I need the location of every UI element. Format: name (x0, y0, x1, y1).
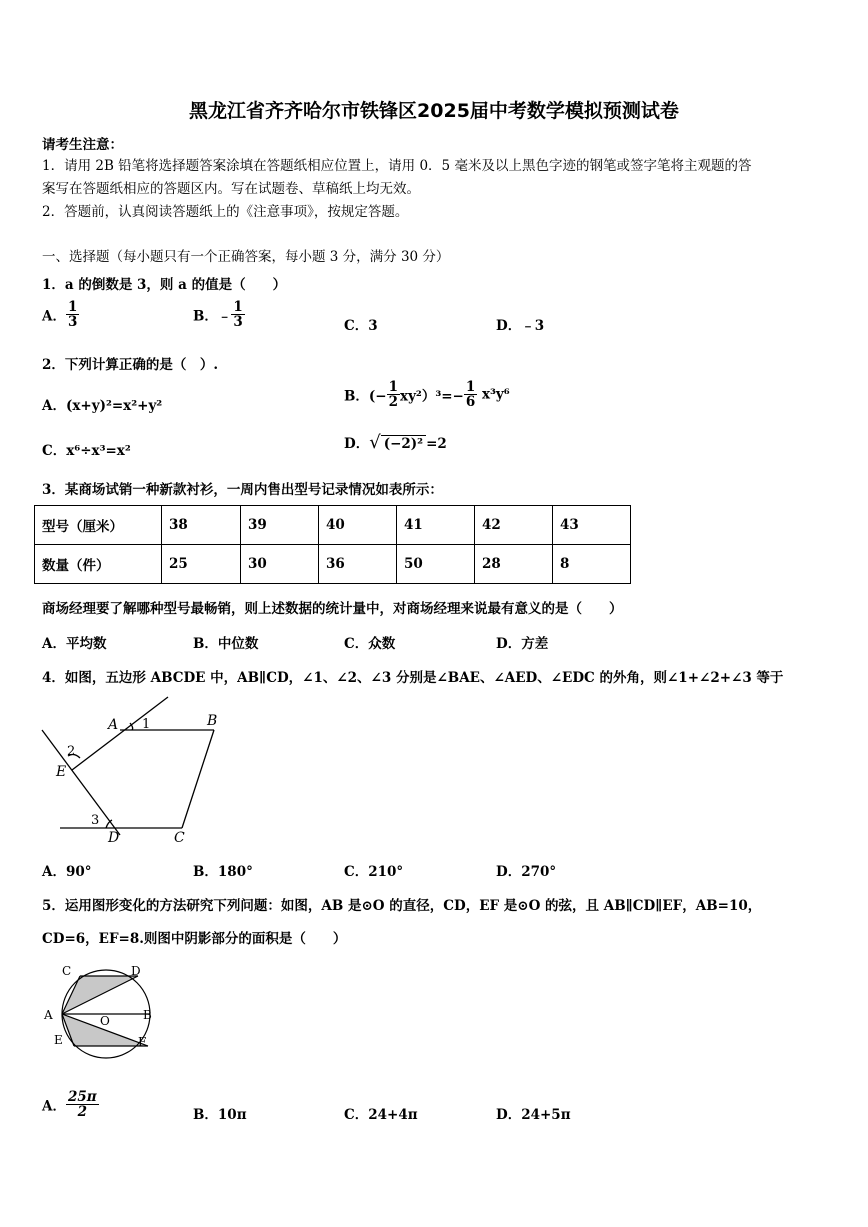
label-a: A (108, 717, 119, 733)
q1-option-d: D．﹣3 (496, 318, 545, 334)
q2-option-d: D．√ (−2)² =2 (344, 432, 447, 453)
table-cell: 50 (397, 545, 475, 584)
q4-option-d: D．270° (496, 864, 557, 880)
table-cell: 42 (475, 506, 553, 545)
q3-stem: 3．某商场试销一种新款衬衫，一周内售出型号记录情况如表所示： (42, 482, 443, 498)
label-f: F (138, 1035, 147, 1049)
table-cell: 40 (319, 506, 397, 545)
label-e: E (56, 764, 67, 780)
label-d: D (131, 964, 141, 978)
q4-stem: 4．如图，五边形 ABCDE 中，AB∥CD，∠1、∠2、∠3 分别是∠BAE、∠AED、∠EDC 的外角，则∠1+∠2+∠3 等于 (42, 670, 784, 686)
notice-heading: 请考生注意： (42, 137, 123, 153)
table-header-cell: 型号（厘米） (35, 506, 162, 545)
page-title: 黑龙江省齐齐哈尔市铁锋区2025届中考数学模拟预测试卷 (189, 100, 679, 122)
size-sales-table (34, 505, 631, 584)
q1-option-a: A． $\frac{1}{3}$ (42, 299, 78, 331)
table-cell: 38 (162, 506, 241, 545)
table-cell: 36 (319, 545, 397, 584)
q3-question: 商场经理要了解哪种型号最畅销，则上述数据的统计量中，对商场经理来说最有意义的是（ ） (42, 601, 623, 617)
table-header-cell: 数量（件） (35, 545, 162, 584)
q5-line-2: CD=6，EF=8.则图中阴影部分的面积是（ ） (42, 931, 347, 947)
table-cell: 28 (475, 545, 553, 584)
q5-option-a: A． $\frac{25\pi}{2}$ (42, 1089, 97, 1121)
q1-stem: 1．a 的倒数是 3，则 a 的值是（ ） (42, 277, 287, 293)
q2-stem: 2．下列计算正确的是（ ）. (42, 357, 219, 373)
label-b: B (207, 713, 218, 729)
q1-option-c: C．3 (344, 318, 378, 334)
q5-option-b: B．10π (193, 1107, 247, 1123)
q2-option-a: A．(x+y)²=x²+y² (42, 398, 163, 414)
notice-line-3: 2．答题前，认真阅读答题纸上的《注意事项》，按规定答题。 (42, 204, 409, 220)
table-cell: 43 (553, 506, 631, 545)
circle-figure (34, 962, 174, 1062)
q1-option-b: B．﹣ $\frac{1}{3}$ (193, 299, 243, 331)
q3-option-a: A．平均数 (42, 636, 107, 652)
angle-label-2: 2 (67, 744, 76, 759)
q4-option-a: A．90° (42, 864, 92, 880)
label-d: D (108, 830, 120, 846)
q2-option-b: B．(− $\frac{1}{2}$ xy²）³=− $\frac{1}{6}$ x³y⁶ (344, 379, 510, 411)
pentagon-figure (34, 692, 234, 852)
q5-option-c: C．24+4π (344, 1107, 418, 1123)
label-c: C (174, 830, 185, 846)
q2-option-c: C．x⁶÷x³=x² (42, 443, 131, 459)
q4-option-c: C．210° (344, 864, 404, 880)
angle-label-3: 3 (91, 813, 100, 828)
table-cell: 25 (162, 545, 241, 584)
q3-option-c: C．众数 (344, 636, 396, 652)
angle-label-1: 1 (142, 717, 151, 732)
label-e: E (54, 1033, 63, 1047)
table-cell: 41 (397, 506, 475, 545)
table-row (35, 545, 631, 584)
label-b: B (143, 1008, 152, 1022)
label-o: O (100, 1014, 110, 1028)
table-row (35, 506, 631, 545)
q3-option-d: D．方差 (496, 636, 549, 652)
table-cell: 39 (241, 506, 319, 545)
table-cell: 8 (553, 545, 631, 584)
table-cell: 30 (241, 545, 319, 584)
q3-option-b: B．中位数 (193, 636, 259, 652)
q5-option-d: D．24+5π (496, 1107, 571, 1123)
label-a: A (44, 1008, 53, 1022)
q4-option-b: B．180° (193, 864, 253, 880)
label-c: C (62, 964, 72, 978)
notice-line-2: 案写在答题纸相应的答题区内。写在试题卷、草稿纸上均无效。 (42, 181, 420, 197)
q5-line-1: 5．运用图形变化的方法研究下列问题：如图，AB 是⊙O 的直径，CD，EF 是⊙O 的弦，且 AB∥CD∥EF，AB=10， (42, 898, 762, 914)
notice-line-1: 1．请用 2B 铅笔将选择题答案涂填在答题纸相应位置上，请用 0．5 毫米及以上黑色字迹的钢笔或签字笔将主观题的答 (42, 158, 752, 174)
section-heading: 一、选择题（每小题只有一个正确答案，每小题 3 分，满分 30 分） (42, 249, 450, 265)
